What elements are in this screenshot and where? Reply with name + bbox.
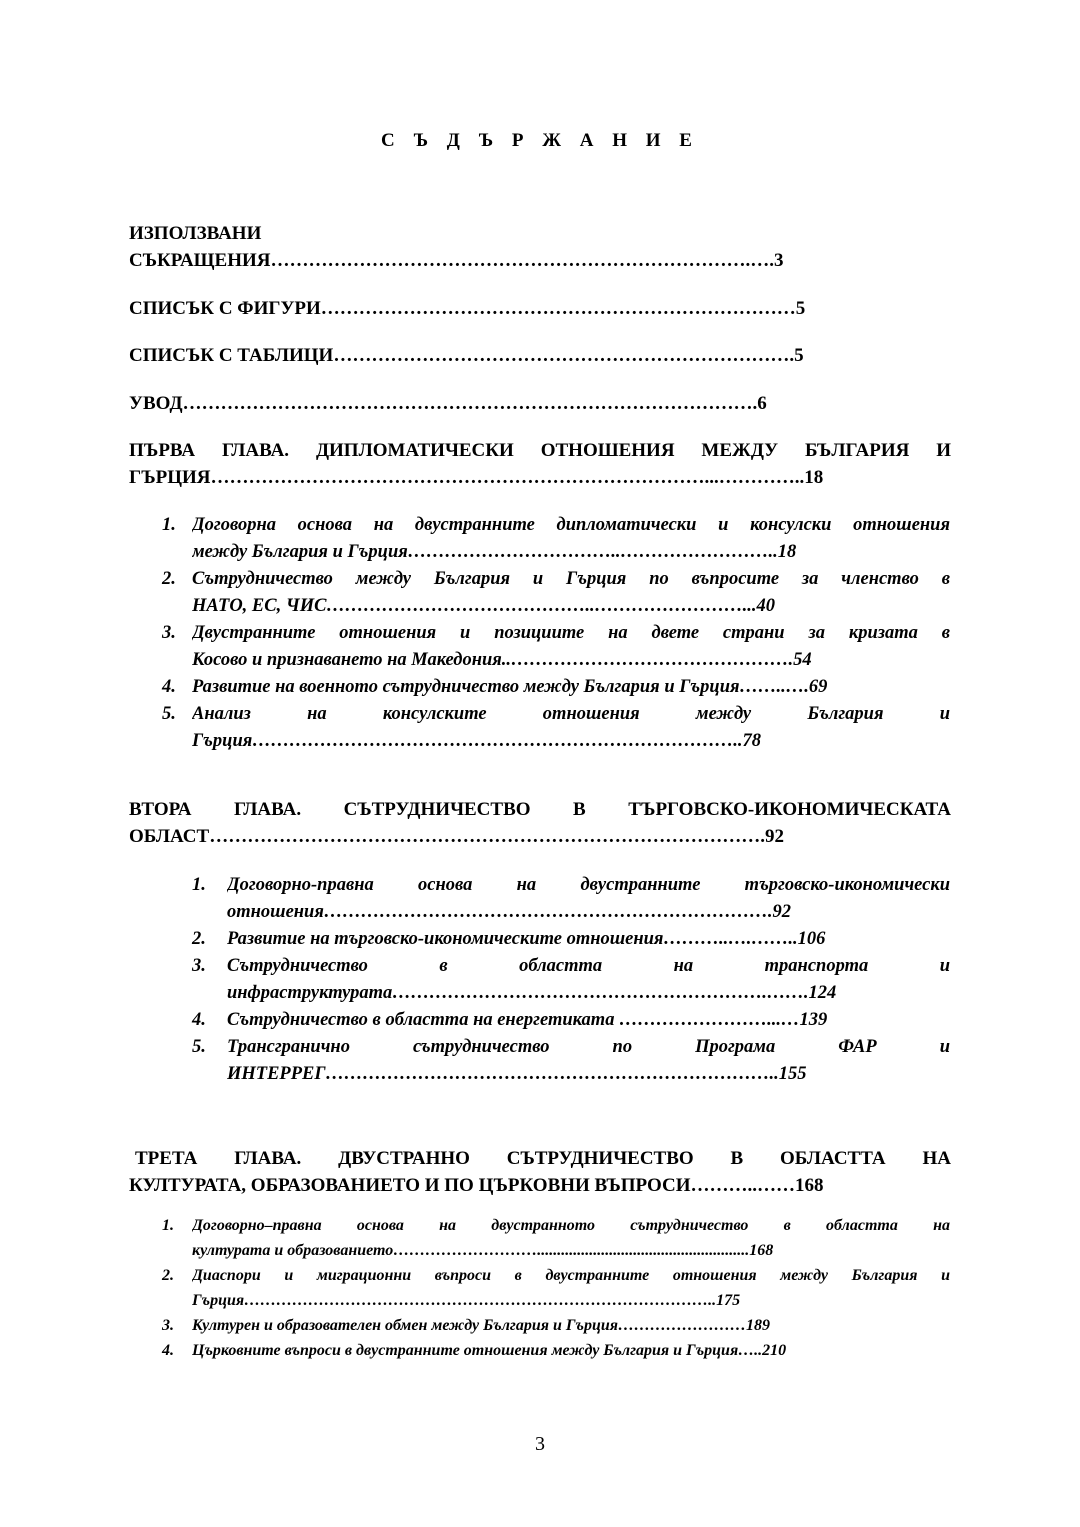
item-number: 1. xyxy=(162,515,176,535)
toc-entry-text: ИЗПОЛЗВАНИ xyxy=(129,223,262,244)
item-number: 5. xyxy=(192,1037,206,1057)
item-text: Договорно–правна основа на двустранното сътрудничество в областта на xyxy=(192,1217,950,1234)
toc-entry-text: СПИСЪК С ТАБЛИЦИ……………………………………………………………….5 xyxy=(129,345,804,366)
item-text: Църковните въпроси в двустранните отношения между България и Гърция…..210 xyxy=(192,1342,787,1359)
toc-entry-figures xyxy=(129,295,951,322)
chapter-heading-cont: ГЪРЦИЯ……………………………………………………………………...…………..18 xyxy=(129,467,824,488)
item-number: 2. xyxy=(162,569,176,589)
item-number: 3. xyxy=(162,1317,174,1334)
item-number: 5. xyxy=(162,704,176,724)
toc-entry-intro xyxy=(129,390,951,417)
item-text: между България и Гърция……………………………..……………………..18 xyxy=(192,542,797,562)
chapter-heading-cont: КУЛТУРАТА, ОБРАЗОВАНИЕТО И ПО ЦЪРКОВНИ ВЪПРОСИ………..……168 xyxy=(129,1175,824,1196)
toc-entry-abbreviations xyxy=(129,220,951,274)
chapter-heading: ТРЕТА ГЛАВА. ДВУСТРАННО СЪТРУДНИЧЕСТВО В ОБЛАСТТА НА xyxy=(135,1148,951,1169)
item-text: Трансгранично сътрудничество по Програма ФАР и xyxy=(227,1037,950,1057)
item-number: 4. xyxy=(162,677,176,697)
item-number: 1. xyxy=(192,875,206,895)
toc-entry-text: УВОД……………………………………………………………………………….6 xyxy=(129,393,767,414)
item-number: 3. xyxy=(162,623,176,643)
page-number: 3 xyxy=(535,1433,545,1455)
page-title: С Ъ Д Ъ Р Ж А Н И Е xyxy=(381,130,699,151)
item-text: Развитие на търговско-икономическите отношения………..….……..106 xyxy=(227,929,826,949)
item-number: 2. xyxy=(192,929,206,949)
item-number: 1. xyxy=(162,1217,174,1234)
item-number: 4. xyxy=(162,1342,174,1359)
item-text: Анализ на консулските отношения между България и xyxy=(192,704,950,724)
item-text: Договорна основа на двустранните дипломатически и консулски отношения xyxy=(192,515,950,535)
item-text: културата и образованието……………………….....................................................168 xyxy=(192,1242,774,1259)
item-text: Гърция……………………………………………………………………..78 xyxy=(192,731,762,751)
item-text: инфраструктурата…………………………………………………….…….124 xyxy=(227,983,837,1003)
item-number: 2. xyxy=(162,1267,174,1284)
item-text: НАТО, ЕС, ЧИС……………………………………..……………………...40 xyxy=(192,596,776,616)
item-number: 3. xyxy=(192,956,206,976)
chapter-heading: ВТОРА ГЛАВА. СЪТРУДНИЧЕСТВО В ТЪРГОВСКО-ИКОНОМИЧЕСКАТА xyxy=(129,799,951,820)
item-text: Развитие на военното сътрудничество между България и Гърция……..….69 xyxy=(192,677,828,697)
item-text: Двустранните отношения и позициите на двете страни за кризата в xyxy=(192,623,950,643)
item-text: Сътрудничество между България и Гърция по въпросите за членство в xyxy=(192,569,950,589)
toc-entry-text: СПИСЪК С ФИГУРИ…………………………………………………………………5 xyxy=(129,298,806,319)
item-text: Косово и признаването на Македония..……………………………………….54 xyxy=(192,650,812,670)
item-text: Сътрудничество в областта на енергетиката ……………………...…139 xyxy=(227,1010,828,1030)
item-text: Гърция……………………………………………………………………………..175 xyxy=(192,1292,741,1309)
toc-chapter-2 xyxy=(129,796,951,850)
item-text: отношения……………………………………………………………….92 xyxy=(227,902,791,922)
chapter-heading: ПЪРВА ГЛАВА. ДИПЛОМАТИЧЕСКИ ОТНОШЕНИЯ МЕЖДУ БЪЛГАРИЯ И xyxy=(129,440,951,461)
item-text: ИНТЕРРЕГ………………………………………………………………..155 xyxy=(227,1064,807,1084)
chapter-heading-cont: ОБЛАСТ…………………………………………………………………………….92 xyxy=(129,826,784,847)
toc-entry-tables xyxy=(129,342,951,369)
item-text: Културен и образователен обмен между България и Гърция……………………189 xyxy=(192,1317,770,1334)
toc-chapter-3 xyxy=(129,1145,951,1199)
item-text: Договорно-правна основа на двустранните търговско-икономически xyxy=(227,875,950,895)
item-text: Диаспори и миграционни въпроси в двустранните отношения между България и xyxy=(192,1267,950,1284)
toc-entry-text: СЪКРАЩЕНИЯ………………………………………………………………….….3 xyxy=(129,250,784,271)
toc-chapter-1 xyxy=(129,437,951,491)
item-text: Сътрудничество в областта на транспорта и xyxy=(227,956,950,976)
item-number: 4. xyxy=(192,1010,206,1030)
